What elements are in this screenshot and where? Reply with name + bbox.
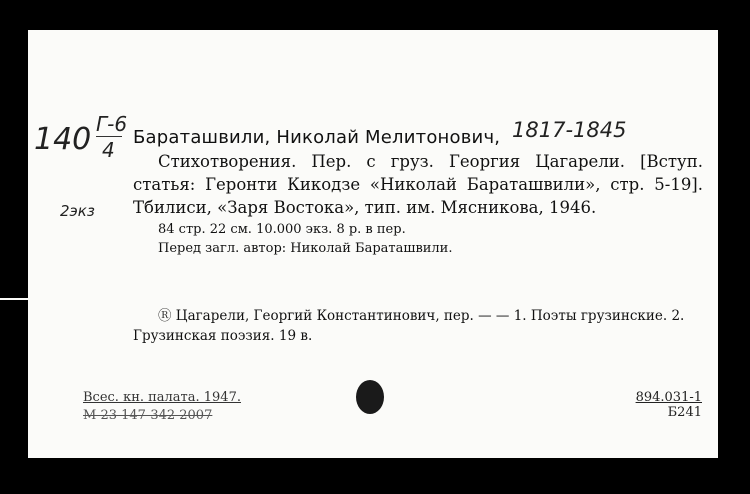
- imprint-line-1: Всес. кн. палата. 1947.: [83, 390, 241, 405]
- card-edge-line: [0, 298, 30, 300]
- shelfmark-fraction-top: Г-6: [96, 112, 128, 136]
- catalog-card: [28, 30, 718, 458]
- punch-hole: [356, 380, 384, 414]
- class-code: 894.031-1: [635, 390, 702, 405]
- bibliographic-description: [133, 150, 703, 258]
- classification-block: [636, 390, 702, 420]
- subject-tracings: Ⓡ Цагарели, Георгий Константинович, пер. — — 1. Поэты грузинские. 2. Грузинская поэзия. 19 в.: [133, 308, 685, 344]
- shelfmark-fraction-bottom: 4: [102, 138, 115, 162]
- shelfmark-fraction-line: [96, 136, 122, 137]
- handwritten-dates: 1817-1845: [512, 118, 627, 142]
- shelfmark-number: 140: [34, 122, 92, 157]
- physical-description: 84 стр. 22 см. 10.000 экз. 8 р. в пер.: [158, 222, 406, 237]
- handwritten-copies-note: 2экз: [60, 202, 95, 220]
- card-note: Перед загл. автор: Николай Бараташвили.: [158, 241, 453, 256]
- title-paragraph: Стихотворения. Пер. с груз. Георгия Цагарели. [Вступ. статья: Геронти Кикодзе «Николай Бараташвили», стр. 5-19]. Тбилиси, «Заря Востока», тип. им. Мясникова, 1946.: [133, 152, 703, 217]
- author-heading: Бараташвили, Николай Мелитонович,: [133, 127, 501, 148]
- imprint-line-2: М 23 147-342 2007: [83, 408, 213, 423]
- author-mark: Б241: [667, 405, 702, 420]
